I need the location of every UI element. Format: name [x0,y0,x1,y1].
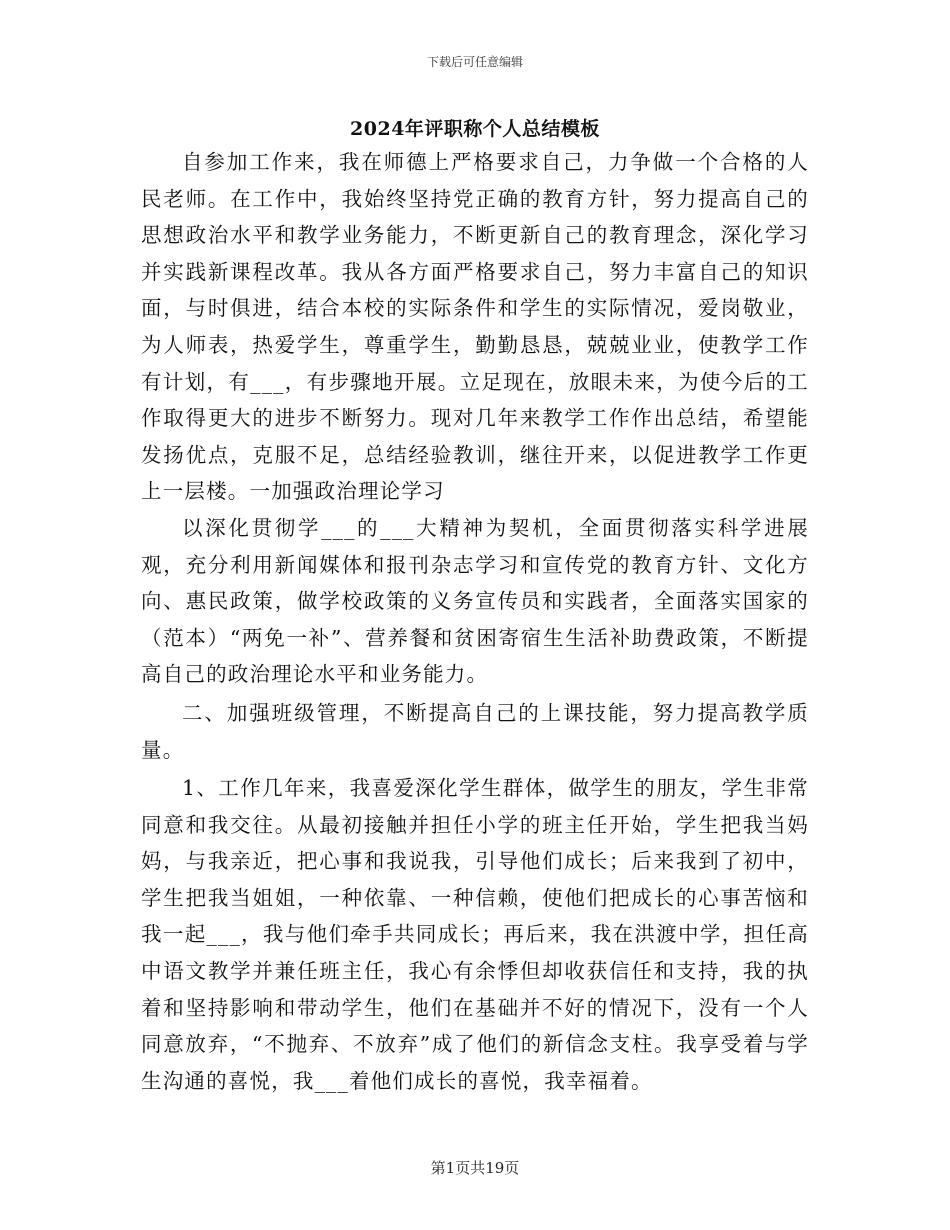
paragraph-section-two-heading: 二、加强班级管理，不断提高自己的上课技能，努力提高教学质量。 [141,700,809,762]
document-body [141,144,809,1099]
document-title: 2024年评职称个人总结模板 [350,118,600,140]
page-header-note: 下载后可任意编辑 [426,55,523,69]
paragraph-political-study: 以深化贯彻学___的___大精神为契机，全面贯彻落实科学进展观，充分利用新闻媒体和报刊杂志学习和宣传党的教育方针、文化方向、惠民政策，做学校政策的义务宣传员和实践者，全面落实国家的（范本）“两免一补”、营养餐和贫困寄宿生生活补助费政策，不断提高自己的政治理论水平和业务能力。 [141,515,809,687]
paragraph-intro: 自参加工作来，我在师德上严格要求自己，力争做一个合格的人民老师。在工作中，我始终坚持党正确的教育方针，努力提高自己的思想政治水平和教学业务能力，不断更新自己的教育理念，深化学习并实践新课程改革。我从各方面严格要求自己，努力丰富自己的知识面，与时俱进，结合本校的实际条件和学生的实际情况，爱岗敬业，为人师表，热爱学生，尊重学生，勤勤恳恳，兢兢业业，使教学工作有计划，有___，有步骤地开展。立足现在，放眼未来，为使今后的工作取得更大的进步不断努力。现对几年来教学工作作出总结，希望能发扬优点，克服不足，总结经验教训，继往开来，以促进教学工作更上一层楼。一加强政治理论学习 [141,150,809,504]
paragraph-class-management: 1、工作几年来，我喜爱深化学生群体，做学生的朋友，学生非常同意和我交往。从最初接触并担任小学的班主任开始，学生把我当妈妈，与我亲近，把心事和我说我，引导他们成长；后来我到了初中，学生把我当姐姐，一种依靠、一种信赖，使他们把成长的心事苦恼和我一起___，我与他们牵手共同成长；再后来，我在洪渡中学，担任高中语文教学并兼任班主任，我心有余悸但却收获信任和支持，我的执着和坚持影响和带动学生，他们在基础并不好的情况下，没有一个人同意放弃，“不抛弃、不放弃”成了他们的新信念支柱。我享受着与学生沟通的喜悦，我___着他们成长的喜悦，我幸福着。 [141,776,809,1093]
page-number: 第1页共19页 [430,1159,520,1177]
